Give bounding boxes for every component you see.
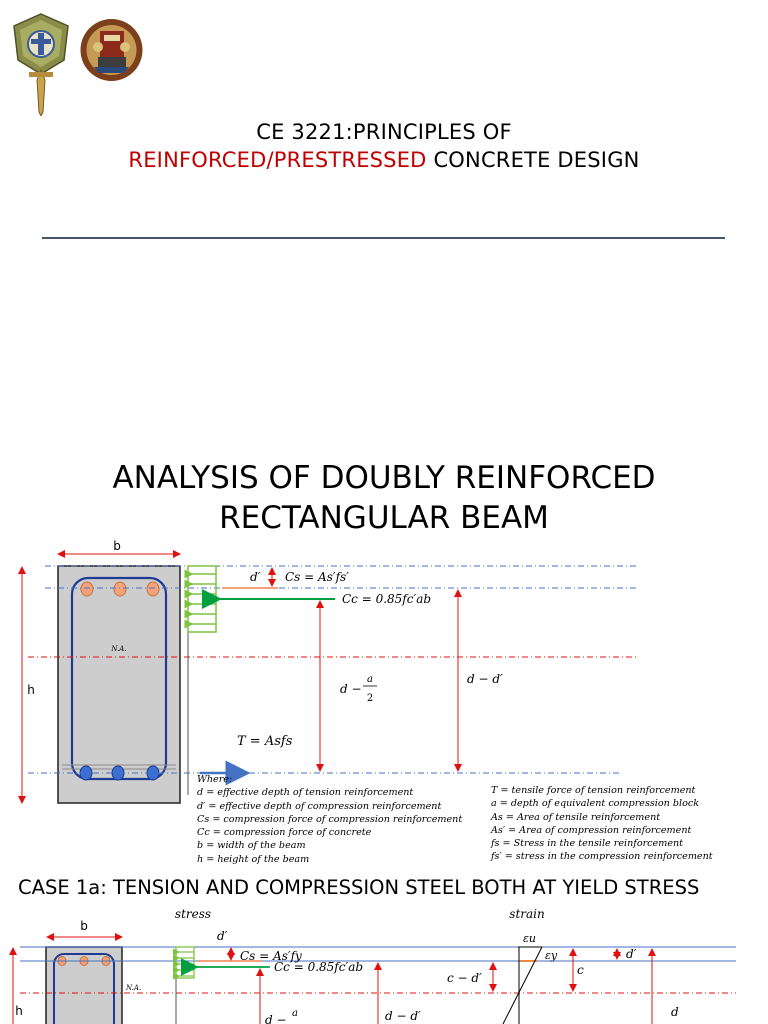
legend-left	[197, 773, 462, 866]
na-label: N.A.	[126, 984, 142, 992]
course-title-highlight: REINFORCED/PRESTRESSED	[128, 148, 427, 172]
section-title-line1: ANALYSIS OF DOUBLY REINFORCED	[112, 460, 656, 496]
cc-label: Cc = 0.85fc′ab	[274, 960, 364, 974]
t-label: T = Asfs	[237, 734, 293, 749]
d-minus-a2-label: d −	[340, 682, 362, 696]
d-minus-dprime-label: d − d′	[385, 1009, 421, 1023]
legend-right-line: fs′ = stress in the compression reinforcement	[491, 851, 713, 863]
course-title-line1: CE 3221:PRINCIPLES OF	[256, 120, 512, 144]
top-bar	[81, 582, 93, 596]
a-numerator: a	[292, 1008, 298, 1019]
case-1a-figure	[0, 902, 768, 1024]
d-label: d	[671, 1005, 679, 1019]
d-minus-a-label: d −	[265, 1013, 287, 1024]
d-minus-dprime-label: d − d′	[467, 672, 503, 686]
legend-right-line: As′ = Area of compression reinforcement	[491, 824, 692, 836]
legend-left-line: b = width of the beam	[197, 840, 306, 852]
legend-left-line: d = effective depth of tension reinforcement	[197, 787, 414, 799]
cs-label: Cs = As′fs′	[285, 570, 349, 584]
d-prime-right-label: d′	[626, 947, 637, 961]
legend-left-line: Cc = compression force of concrete	[197, 827, 372, 839]
na-label: N.A.	[111, 645, 127, 653]
ey-label: εy	[545, 949, 558, 962]
college-logo	[80, 17, 143, 83]
cc-label: Cc = 0.85fc′ab	[342, 592, 432, 606]
title-rule	[42, 237, 725, 239]
d-prime-label: d′	[217, 929, 228, 943]
h-label: h	[15, 1004, 23, 1018]
h-label: h	[27, 683, 35, 697]
a-numerator: a	[367, 674, 373, 685]
stress-heading: stress	[174, 907, 212, 921]
university-logo	[10, 12, 72, 116]
c-minus-dprime-label: c − d′	[447, 971, 482, 985]
two-denominator: 2	[366, 693, 374, 704]
d-prime-label: d′	[250, 570, 261, 584]
legend-left-line: Cs = compression force of compression reinforcement	[197, 813, 463, 825]
section-title-line2: RECTANGULAR BEAM	[219, 500, 549, 536]
top-bar	[147, 582, 159, 596]
top-bar	[114, 582, 126, 596]
legend-right	[491, 784, 713, 864]
legend-left-line: h = height of the beam	[197, 853, 310, 865]
legend-left-line: d′ = effective depth of compression reinforcement	[197, 800, 442, 812]
legend-right-line: fs = Stress in the tensile reinforcement	[491, 838, 684, 850]
course-title-line2	[0, 145, 768, 175]
legend-right-line: T = tensile force of tension reinforcement	[491, 785, 696, 796]
eu-label: εu	[523, 932, 536, 945]
stress-block	[188, 566, 216, 632]
legend-left-line: Where:	[197, 774, 233, 785]
c-label: c	[577, 963, 584, 977]
legend-right-line: a = depth of equivalent compression block	[491, 798, 700, 810]
b-label: b	[80, 919, 88, 933]
strain-heading: strain	[509, 907, 545, 921]
case-1a-title: CASE 1a: TENSION AND COMPRESSION STEEL BOTH AT YIELD STRESS	[18, 876, 700, 899]
cs-label: Cs = As′fy	[240, 949, 302, 963]
b-label: b	[113, 539, 121, 553]
course-title-rest: CONCRETE DESIGN	[426, 148, 640, 172]
legend-right-line: As = Area of tensile reinforcement	[491, 811, 661, 823]
